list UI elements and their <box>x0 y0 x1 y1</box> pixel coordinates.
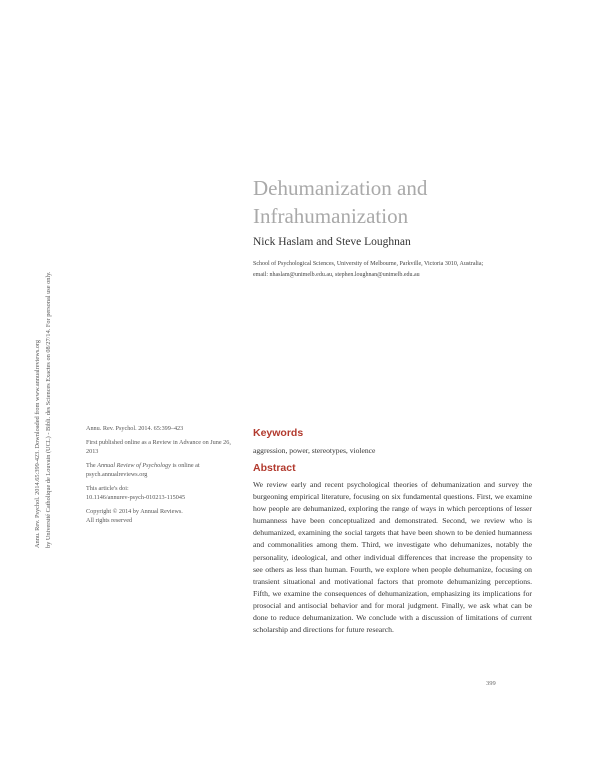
online-suffix: is online at psych.annualreviews.org <box>86 461 200 478</box>
download-stamp <box>32 272 54 548</box>
keywords-text: aggression, power, stereotypes, violence <box>253 446 376 455</box>
authors: Nick Haslam and Steve Loughnan <box>253 236 411 248</box>
doi-block <box>86 484 231 503</box>
title-line1: Dehumanization and <box>253 176 428 200</box>
keywords-heading: Keywords <box>253 427 304 439</box>
download-stamp-line1: Annu. Rev. Psychol. 2014.65:399-423. Downloaded from www.annualreviews.org <box>34 339 41 548</box>
affiliation-email: email: nhaslam@unimelb.edu.au, stephen.loughnan@unimelb.edu.au <box>253 272 420 278</box>
abstract-text: We review early and recent psychological theories of dehumanization and survey the burgeoning empirical literature, focusing on six fundamental questions. First, we examine how people are dehumanized, exploring the range of ways in which perceptions of lesser humanness have been conceptualized and demonstrated. Second, we review who is dehumanized, examining the social targets that have been shown to be denied humanness and commonalities among them. Third, we investigate who dehumanizes, notably the personality, ideological, and other individual differences that increase the propensity to see others as less than human. Fourth, we explore when people dehumanize, focusing on transient situational and motivational factors that promote dehumanizing perceptions. Fifth, we examine the consequences of dehumanization, emphasizing its implications for prosocial and antisocial behavior and for moral judgment. Finally, we ask what can be done to reduce dehumanization. We conclude with a discussion of limitations of current scholarship and directions for future research. <box>253 480 532 635</box>
article-meta <box>86 424 231 530</box>
affiliation-line1: School of Psychological Sciences, University of Melbourne, Parkville, Victoria 3010, Australia; <box>253 261 484 267</box>
journal-name: Annual Review of Psychology <box>97 461 171 469</box>
copyright-block <box>86 507 231 526</box>
title-line2: Infrahumanization <box>253 204 409 228</box>
article-title <box>253 174 583 230</box>
abstract-heading: Abstract <box>253 462 296 474</box>
doi-label: This article's doi: <box>86 484 129 492</box>
online-note <box>86 461 231 480</box>
download-stamp-line2: by Université Catholique de Louvain (UCL) - Bibli. des Sciences Exactes on 08/27/14. For personal use only. <box>45 271 52 548</box>
page-number: 399 <box>486 680 496 687</box>
first-published: First published online as a Review in Advance on June 26, 2013 <box>86 438 231 455</box>
doi-link[interactable]: 10.1146/annurev-psych-010213-115045 <box>86 494 186 501</box>
copyright: Copyright © 2014 by Annual Reviews. <box>86 507 183 515</box>
affiliation <box>253 259 553 281</box>
rights: All rights reserved <box>86 517 133 524</box>
citation: Annu. Rev. Psychol. 2014. 65:399–423 <box>86 425 184 432</box>
online-prefix: The <box>86 461 98 469</box>
